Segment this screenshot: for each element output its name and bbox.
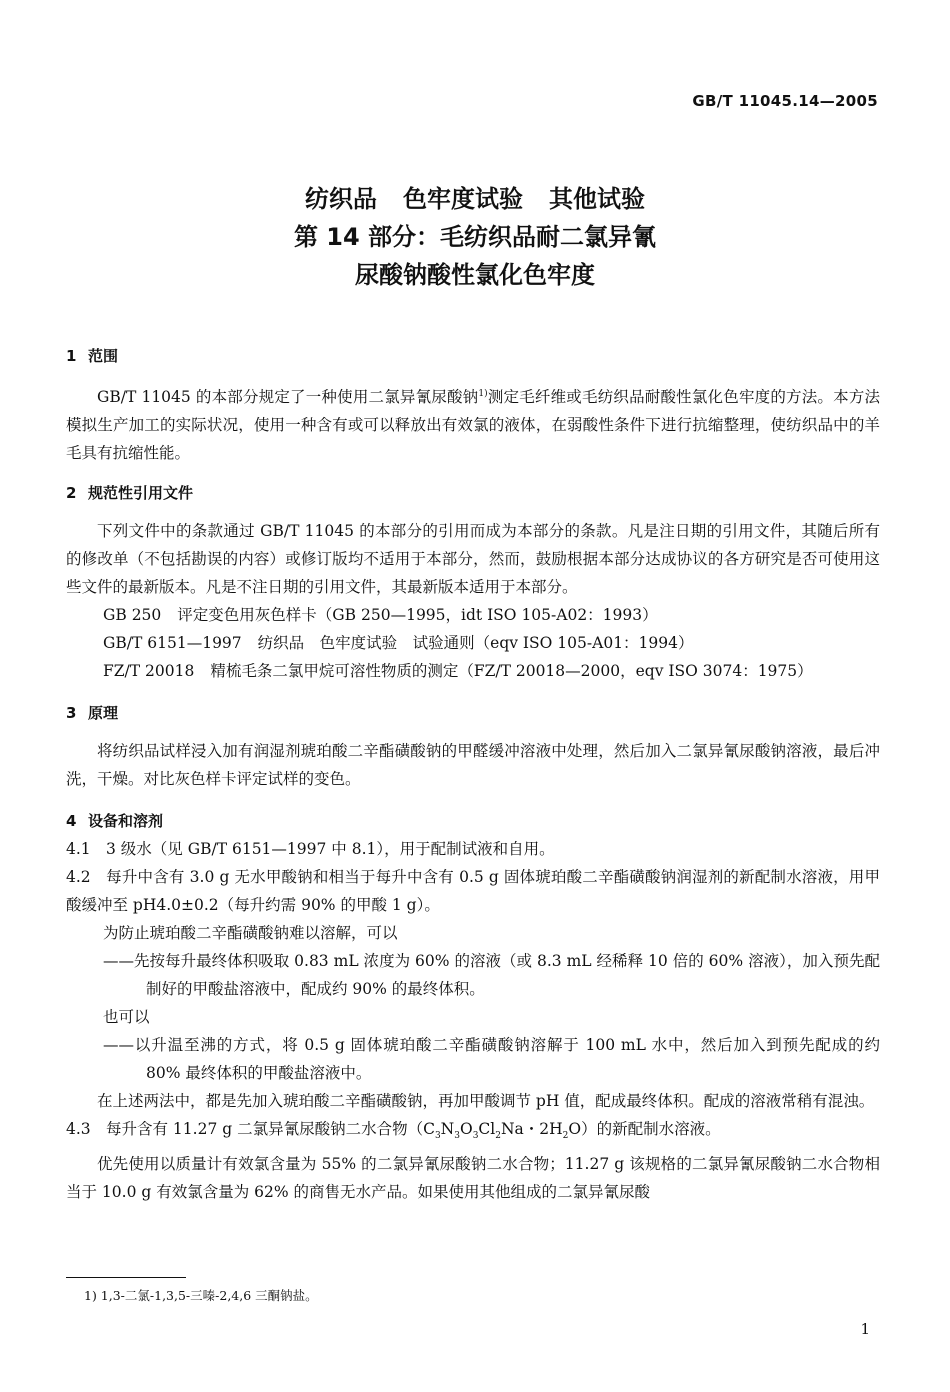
clause-4-2-summary: 在上述两法中，都是先加入琥珀酸二辛酯磺酸钠，再加甲酸调节 pH 值，配成最终体积。配成的溶液常稍有混浊。 <box>97 1092 875 1111</box>
section-3-paragraph: 将纺织品试样浸入加有润湿剂琥珀酸二辛酯磺酸钠的甲醛缓冲溶液中处理，然后加入二氯异氰尿酸钠溶液，最后冲洗，干燥。对比灰色样卡评定试样的变色。 <box>66 742 880 789</box>
reference-item <box>66 657 880 685</box>
footnote-divider <box>66 1277 186 1278</box>
formula-subscript: 3 <box>434 1131 441 1142</box>
section-2-paragraph: 下列文件中的条款通过 GB/T 11045 的本部分的引用而成为本部分的条款。凡是注日期的引用文件，其随后所有的修改单（不包括勘误的内容）或修订版均不适用于本部分，然而，鼓励根据本部分达成协议的各方研究是否可使用这些文件的最新版本。凡是不注日期的引用文件，其最新版本适用于本部分。 <box>66 522 880 597</box>
clause-4-2-note: 为防止琥珀酸二辛酯磺酸钠难以溶解，可以 <box>103 924 398 943</box>
clause-4-1 <box>66 835 880 863</box>
clause-text: 3 级水（见 GB/T 6151—1997 中 8.1），用于配制试液和自用。 <box>106 840 555 859</box>
document-body <box>66 342 880 1206</box>
clause-text: Na・2H <box>500 1120 563 1139</box>
clause-4-3-paragraph: 优先使用以质量计有效氯含量为 55% 的二氯异氰尿酸钠二水合物；11.27 g 该规格的二氯异氰尿酸钠二水合物相当于 10.0 g 有效氯含量为 62% 的商售无水产品。如果使用其他组成的二氯异氰尿酸 <box>66 1155 880 1202</box>
title-line-2: 第 14 部分：毛纺织品耐二氯异氰 <box>293 223 657 251</box>
section-4-title: 设备和溶剂 <box>88 812 164 831</box>
clause-number: 4.2 <box>66 868 91 887</box>
reference-text: 精梳毛条二氯甲烷可溶性物质的测定（FZ/T 20018—2000，eqv ISO 3074：1975） <box>210 662 813 681</box>
clause-text: O）的新配制水溶液。 <box>568 1120 721 1139</box>
clause-4-3 <box>66 1115 880 1150</box>
reference-item <box>66 601 880 629</box>
document-title <box>0 180 950 294</box>
formula-subscript: 2 <box>495 1131 501 1142</box>
section-1-number: 1 <box>66 347 77 365</box>
clause-4-2 <box>66 863 880 919</box>
title-line-1 <box>0 180 950 218</box>
section-2-title: 规范性引用文件 <box>88 484 194 503</box>
reference-text: 评定变色用灰色样卡（GB 250—1995，idt ISO 105-A02：1993） <box>177 606 658 625</box>
section-4-heading <box>66 807 880 835</box>
reference-code: GB/T 6151—1997 <box>103 634 242 653</box>
section-1-title: 范围 <box>88 347 119 365</box>
section-1-paragraph <box>66 380 880 467</box>
title-line-3: 尿酸钠酸性氯化色牢度 <box>355 261 595 289</box>
footnote-marker: 1) <box>478 389 488 399</box>
reference-code: FZ/T 20018 <box>103 662 195 681</box>
clause-text: O <box>459 1120 473 1139</box>
title-line-1-part-b: 色牢度试验 <box>403 185 523 213</box>
section-3-number: 3 <box>66 704 77 723</box>
clause-text: Cl <box>478 1120 496 1139</box>
formula-subscript: 2 <box>562 1131 569 1142</box>
section-1-text-a: GB/T 11045 的本部分规定了一种使用二氯异氰尿酸钠 <box>97 388 479 407</box>
standard-number: GB/T 11045.14—2005 <box>692 92 878 110</box>
section-1-heading <box>66 342 880 370</box>
footnote: 1) 1,3-二氯-1,3,5-三嗪-2,4,6 三酮钠盐。 <box>84 1288 318 1303</box>
section-3-heading <box>66 699 880 727</box>
formula-subscript: 3 <box>472 1131 479 1142</box>
clause-text: N <box>440 1120 455 1139</box>
clause-number: 4.3 <box>66 1120 91 1139</box>
clause-number: 4.1 <box>66 840 91 859</box>
title-line-1-part-a: 纺织品 <box>305 185 377 213</box>
formula-subscript: 3 <box>454 1131 460 1142</box>
clause-4-2-or: 也可以 <box>103 1008 150 1027</box>
reference-text: 纺织品 色牢度试验 试验通则（eqv ISO 105-A01：1994） <box>257 634 694 653</box>
section-2-number: 2 <box>66 484 77 503</box>
clause-4-2-option-1: ——先按每升最终体积吸取 0.83 mL 浓度为 60% 的溶液（或 8.3 mL 经稀释 10 倍的 60% 溶液），加入预先配制好的甲酸盐溶液中，配成约 90% 的最终体积。 <box>103 952 880 999</box>
section-4-number: 4 <box>66 812 77 831</box>
section-2-heading <box>66 479 880 507</box>
reference-code: GB 250 <box>103 606 162 625</box>
reference-item <box>66 629 880 657</box>
clause-4-2-option-2: ——以升温至沸的方式，将 0.5 g 固体琥珀酸二辛酯磺酸钠溶解于 100 mL 水中，然后加入到预先配成的约 80% 最终体积的甲酸盐溶液中。 <box>103 1036 880 1083</box>
title-line-1-part-c: 其他试验 <box>549 185 645 213</box>
section-1-text-b: 测定毛纤维或毛纺织品耐酸性氯化色牢度的方法。本方法模拟生产加工的实际状况，使用一种含有或可以释放出有效氯的液体，在弱酸性条件下进行抗缩整理，使纺织品中的羊毛具有抗缩性能。 <box>66 388 880 463</box>
page-number: 1 <box>860 1320 870 1338</box>
clause-text: 每升含有 11.27 g 二氯异氰尿酸钠二水合物（C <box>106 1120 435 1139</box>
clause-text: 每升中含有 3.0 g 无水甲酸钠和相当于每升中含有 0.5 g 固体琥珀酸二辛酯磺酸钠润湿剂的新配制水溶液，用甲酸缓冲至 pH4.0±0.2（每升约需 90% 的甲酸 1 g）。 <box>66 868 880 915</box>
section-3-title: 原理 <box>88 704 119 723</box>
